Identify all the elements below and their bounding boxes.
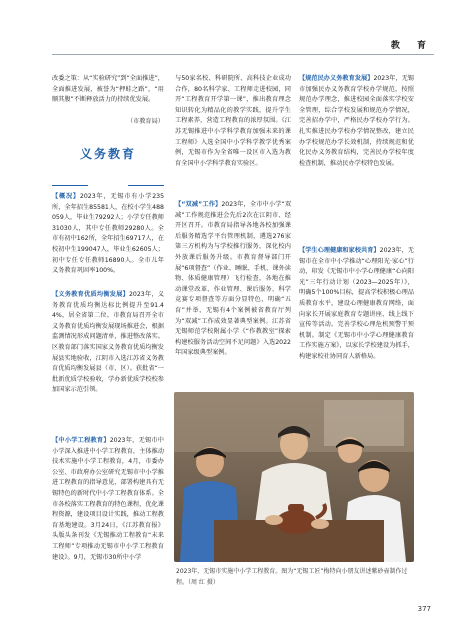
photo-illustration bbox=[174, 392, 414, 562]
header-rule bbox=[52, 54, 434, 55]
photo bbox=[174, 392, 414, 562]
col1-balance bbox=[52, 290, 164, 396]
balance-text: 2023年，义务教育优质均衡达标比例提升至91.44%，居全省第二位。市教育局召开全市义务教育优质均衡发展现场推进会，根据监测情况形成问题清单，推进整改落实。区教育部门落实国家义务教育优质均衡发展县实地验收，江阴市入选江苏省义务教育优质均衡发展县（市、区）。获批省“一批新优质学校验收，学办新优质学校校参加国家示范引领。 bbox=[52, 291, 164, 394]
col3-mental-health bbox=[299, 246, 414, 363]
engineering-text: 2023年，无锡市中小学深入推进中小学工程教育，主体推动技术实施中小学工程教育，4月，市委办公室、市政府办公室研究无锡市中小学推进工程教育的指导意见，部署构建具有无锡特色的新时代中小学工程教育体系。全市各校落实工程教育的特色课程，优化课程资源，建设项目设计实践，推动工程教育基地建设。3月24日，《江苏教育报》头版头条刊发《无锡推动工程教育“未来工程师”专项推动无锡市中小学工程教育建设》。9月，无锡市30所中小学 bbox=[52, 437, 164, 561]
col3-private-schools bbox=[299, 74, 414, 169]
section-title: 义务教育 bbox=[79, 147, 136, 161]
section-title-rule-right bbox=[128, 185, 164, 186]
col1-overview bbox=[52, 192, 164, 277]
col2-continued-text: 与50家名校、科研院所、高科技企业成功合作，80名科学家、工程师走进校园，同开“工程教育开学第一课”，推出教育理念知识转化为精品化的教学实践，提升学生工程素养，营造工程教育的浓厚氛围。《江苏无锡推进中小学科学教育加强未来的课工程师》入选全国中小学科学教学优秀案例，无锡市作为全省唯一设区市入选为教育全国中小学科学教育实验区。 bbox=[175, 75, 291, 167]
engineering-heading: 【中小学工程教育】 bbox=[52, 437, 110, 444]
private-schools-text: 2023年，无锡市加强民办义务教育学校办学规范，按照规范办学理念，推进校园全面落实学校安全管理，综合学校发展和规范办学情况，完善招办学中，严格民办学校办学行为。扎实推进民办学校办学情况整改，建立民办学校规范办学长效机制，持续规范和优化民办义务教育结构，完善民办学校年度检查机制，推动民办学校特色发展。 bbox=[299, 75, 414, 167]
double-reduction-text: 2023年，全市中小学“双减”工作规范推进会先后2次在江阴市、经开区召开。市教育局指导各地各校加强课后服务精选学平台管理机制，遴选276家第三方机构为与学校推行服务，深化校内外放课后服务升级。市教育督导部门开展“6项督查”（作业、睡眠、手机、课外读物、体质健康管理）飞行检查，各地在推动课堂改革、作业管理、课后服务、科学竞赛专项督查等方面分显特色，明确“五育”并举，无锡有4个案例被省教育厅列为“双减”工作成效显著典型案例。江苏省无锡师范学校附属小学《“作教教室”探索构建校服务活动空间不足问题》入选2022年国家级典型案例。 bbox=[175, 201, 292, 357]
photo-caption: 2023年，无锡市实施中小学工程教育。图为“无锡工匠”梅特向小朋友讲述紫砂壶制作过程。（周 红 摄） bbox=[176, 568, 408, 586]
balance-heading: 【义务教育优质均衡发展】 bbox=[52, 291, 129, 298]
overview-text: 2023年，无锡市有小学235所，全年招生85581人，在校小学生488059人，毕业生79292人；小学专任教师31030人，其中专任教师29280人。全市有初中162所，全年招生69717人，在校初中生199047人，毕业生62605人；初中专任专任教师16890人。全市儿年义务教育巩固率100%。 bbox=[52, 193, 164, 275]
overview-heading: 【概况】 bbox=[52, 193, 80, 200]
col1-engineering bbox=[52, 436, 164, 563]
col2-continued bbox=[175, 74, 291, 169]
private-schools-heading: 【规范民办义务教育发展】 bbox=[299, 75, 374, 82]
page-number: 377 bbox=[417, 605, 431, 613]
double-reduction-heading: 【“双减”工作】 bbox=[175, 201, 222, 208]
mental-health-heading: 【学生心理健康和家校共育】 bbox=[299, 247, 380, 254]
col2-double-reduction bbox=[175, 200, 291, 359]
section-title-rule-left bbox=[52, 185, 88, 186]
col1-source: （市教育局） bbox=[126, 118, 164, 125]
col1-intro-paragraph: 改委之策：从“实验研究”到“全面推进”，全面推进发展，被誉为“押蛙之路”，“用顺其腹”不断释放活力的持续优发展。 bbox=[52, 75, 164, 104]
mental-health-text: 2023年，无锡市在全市中小学推动“心理阳光·家心”行动，印发《无锡市中小学心理健康“心向阳光”三年行动计划（2023—2025年）》，明确5个100%目标，提高学校积极心理品质教育水平，建设心理健康教育网络，面向家长开展家庭教育专题讲座、线上线下宣传等活动。完善学校心理危机预警干预机制。制定《无锡市中小学心理健康教育工作实施方案》，以家长学校建设为抓手，构建家校社协同育人新格局。 bbox=[299, 247, 414, 360]
header-title: 教 育 bbox=[390, 41, 433, 51]
